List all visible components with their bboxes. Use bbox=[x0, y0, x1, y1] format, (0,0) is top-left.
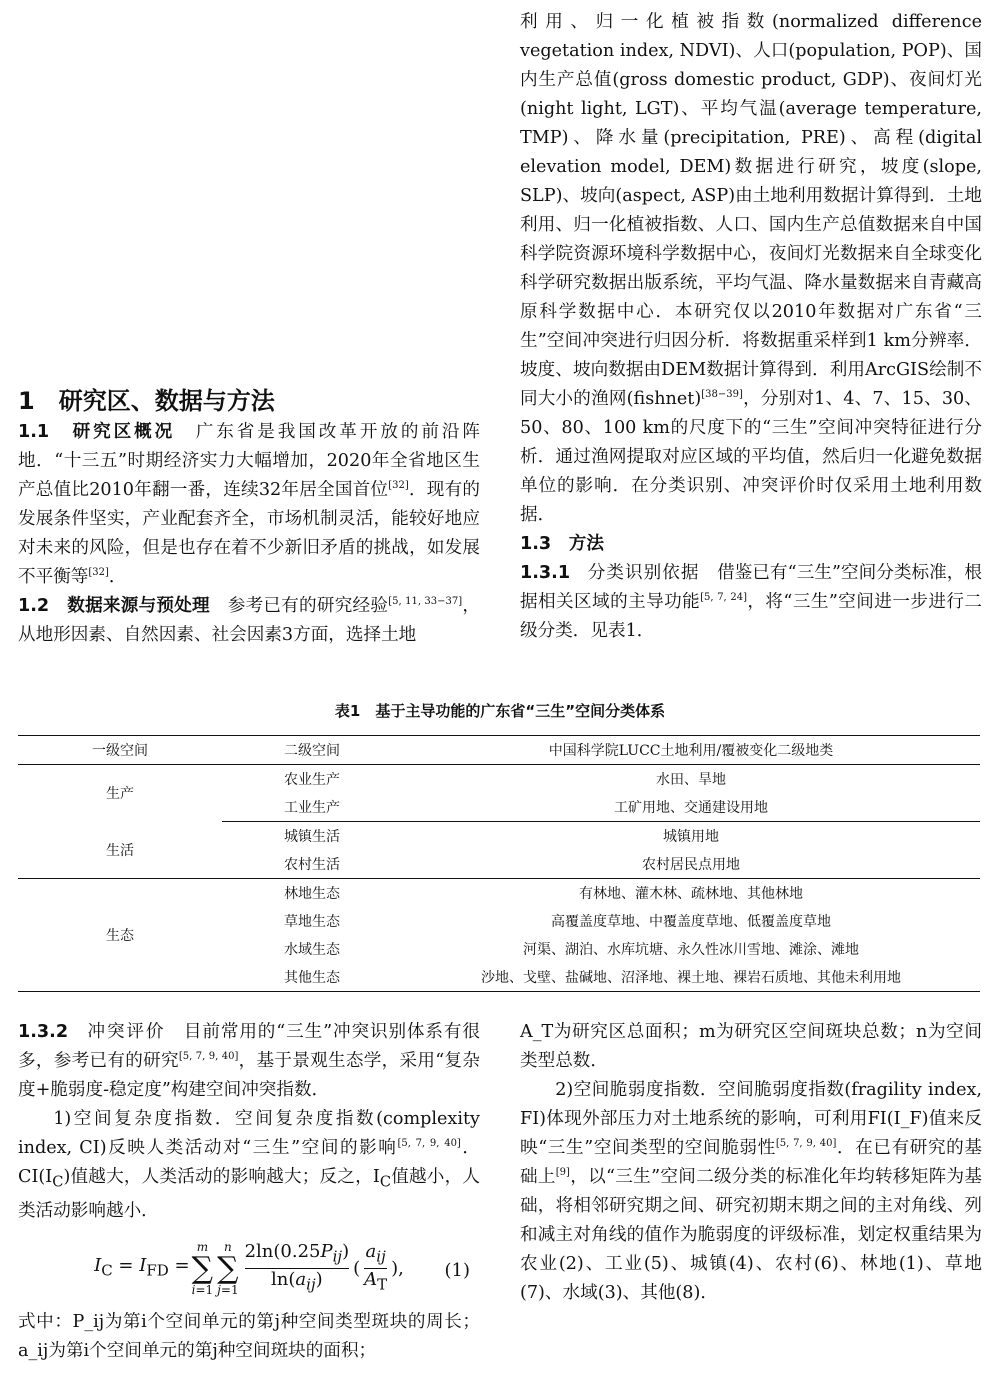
lucc-cell: 沙地、戈壁、盐碱地、沼泽地、裸土地、裸岩石质地、其他未利用地 bbox=[402, 963, 980, 992]
level1-cell: 生产 bbox=[106, 786, 134, 803]
level2-cell: 城镇生活 bbox=[284, 829, 340, 845]
level2-cell: 农业生产 bbox=[284, 772, 340, 788]
section-heading-1-3: 1.3 方法 bbox=[520, 534, 604, 554]
conflict-evaluation-paragraph: 1.3.2 冲突评价 目前常用的“三生”冲突识别体系有很多，参考已有的研究[5, 7, 9, 40]，基于景观生态学，采用“复杂度+脆弱度-稳定度”构建空间冲突指数． bbox=[18, 1022, 481, 1100]
level1-cell: 生态 bbox=[18, 879, 222, 992]
sum-symbol-icon: n ∑ j=1 bbox=[217, 1239, 239, 1297]
equation-explanation-cont: A_T为研究区总面积；m为研究区空间斑块总数；n为空间类型总数． bbox=[520, 1022, 982, 1071]
data-source-paragraph: 利用、归一化植被指数(normalized difference vegetation index, NDVI)、人口(population, POP)、国内生产总值(gross domestic product, GDP)、夜间灯光(night light, LGT)、平均气温(average temperature, TMP)、降水量(precipitation, PRE)、高程(digital elevation model, DEM)数据进行研究，坡度(slope, SLP)、坡向(aspect, ASP)由土地利用数据计算得到．土地利用、归一化植被指数、人口、国内生产总值数据来自中国科学院资源环境科学数据中心，夜间灯光数据来自全球变化科学研究数据出版系统，平均气温、降水量数据来自青藏高原科学数据中心．本研究仅以2010年数据对广东省“三生”空间冲突进行归因分析．将数据重采样到1 km分辨率．坡度、坡向数据由DEM数据计算得到．利用ArcGIS绘制不同大小的渔网(fishnet)[38−39]，分别对1、4、7、15、30、50、80、100 km的尺度下的“三生”空间冲突特征进行分析．通过渔网提取对应区域的平均值，然后归一化避免数据单位的影响．在分类识别、冲突评价时仅采用土地利用数据． bbox=[520, 12, 983, 525]
table-caption: 表1 基于主导功能的广东省“三生”空间分类体系 bbox=[334, 702, 666, 720]
level2-cell: 工业生产 bbox=[222, 793, 402, 822]
header-level1: 一级空间 bbox=[18, 736, 222, 765]
table-header-row bbox=[18, 736, 980, 765]
level2-cell: 其他生态 bbox=[222, 963, 402, 992]
sum-symbol-icon: m ∑ i=1 bbox=[191, 1239, 214, 1297]
study-area-paragraph: 1.1 研究区概况 广东省是我国改革开放的前沿阵地．“十三五”时期经济实力大幅增加，2020年全省地区生产总值比2010年翻一番，连续32年居全国首位[32]．现有的发展条件坚实，产业配套齐全，市场机制灵活，能较好地应对未来的风险，但是也存在着不少新旧矛盾的挑战，如发展不平衡等[32]． bbox=[18, 422, 480, 587]
lucc-cell: 城镇用地 bbox=[663, 829, 719, 845]
equation-explanation: 式中：P_ij为第i个空间单元的第j种空间类型斑块的周长；a_ij为第i个空间单元的第j种空间斑块的面积； bbox=[18, 1311, 480, 1361]
data-paragraph: 1.2 数据来源与预处理 参考已有的研究经验[5, 11, 33−37]，从地形因素、自然因素、社会因素3方面，选择土地 bbox=[18, 596, 480, 645]
table-row bbox=[18, 822, 980, 851]
left-column-top bbox=[18, 384, 480, 650]
right-column-top bbox=[520, 8, 982, 646]
lucc-cell: 工矿用地、交通建设用地 bbox=[402, 793, 980, 822]
left-column-bottom bbox=[18, 1018, 480, 1366]
equation-1: $I_C = I_{FD}$ = m ∑ i=1 n ∑ j=1 $\frac{2\ln(0.25P_{ij})}{\ln(a_{ij})}$ ( $\frac{a_{ij}}{A_T}$ ), (1) bbox=[94, 1239, 470, 1297]
equation-number: (1) bbox=[444, 1259, 470, 1281]
header-lucc: 中国科学院LUCC土地利用/覆被变化二级地类 bbox=[402, 736, 980, 765]
level2-cell: 水域生态 bbox=[284, 942, 340, 958]
lucc-cell: 水田、旱地 bbox=[656, 772, 726, 788]
level2-cell: 林地生态 bbox=[284, 886, 340, 902]
table-row bbox=[18, 879, 980, 908]
level1-cell: 生活 bbox=[18, 822, 222, 879]
level2-cell: 草地生态 bbox=[284, 914, 340, 930]
lucc-cell: 农村居民点用地 bbox=[402, 850, 980, 879]
lucc-cell: 高覆盖度草地、中覆盖度草地、低覆盖度草地 bbox=[551, 914, 831, 930]
complexity-paragraph: 1)空间复杂度指数．空间复杂度指数(complexity index, CI)反映人类活动对“三生”空间的影响[5, 7, 9, 40]．$CI(I_C)$值越大，人类活动的影响越大；反之，$I_C$值越小，人类活动影响越小． bbox=[18, 1109, 480, 1221]
fragility-paragraph: 2)空间脆弱度指数．空间脆弱度指数(fragility index, FI)体现外部压力对土地系统的影响，可利用FI(I_F)值来反映“三生”空间类型的空间脆弱性[5, 7, 9, 40]．在已有研究的基础上[9]，以“三生”空间二级分类的标准化年均转移矩阵为基础，将相邻研究期之间、研究初期末期之间的主对角线、列和减主对角线的值作为脆弱度的评级标准，划定权重结果为农业(2)、工业(5)、城镇(4)、农村(6)、林地(1)、草地(7)、水域(3)、其他(8)． bbox=[520, 1080, 982, 1303]
header-level2: 二级空间 bbox=[222, 736, 402, 765]
lucc-cell: 有林地、灌木林、疏林地、其他林地 bbox=[579, 886, 803, 902]
lucc-cell: 河渠、湖泊、水库坑塘、永久性冰川雪地、滩涂、滩地 bbox=[523, 942, 859, 958]
classification-table bbox=[18, 735, 980, 992]
table-row bbox=[18, 765, 980, 794]
classification-paragraph: 1.3.1 分类识别依据 借鉴已有“三生”空间分类标准，根据相关区域的主导功能[5, 7, 24]，将“三生”空间进一步进行二级分类．见表1． bbox=[520, 563, 982, 641]
level2-cell: 农村生活 bbox=[222, 850, 402, 879]
right-column-bottom bbox=[520, 1018, 982, 1308]
section-heading-1: 1 研究区、数据与方法 bbox=[18, 387, 275, 415]
